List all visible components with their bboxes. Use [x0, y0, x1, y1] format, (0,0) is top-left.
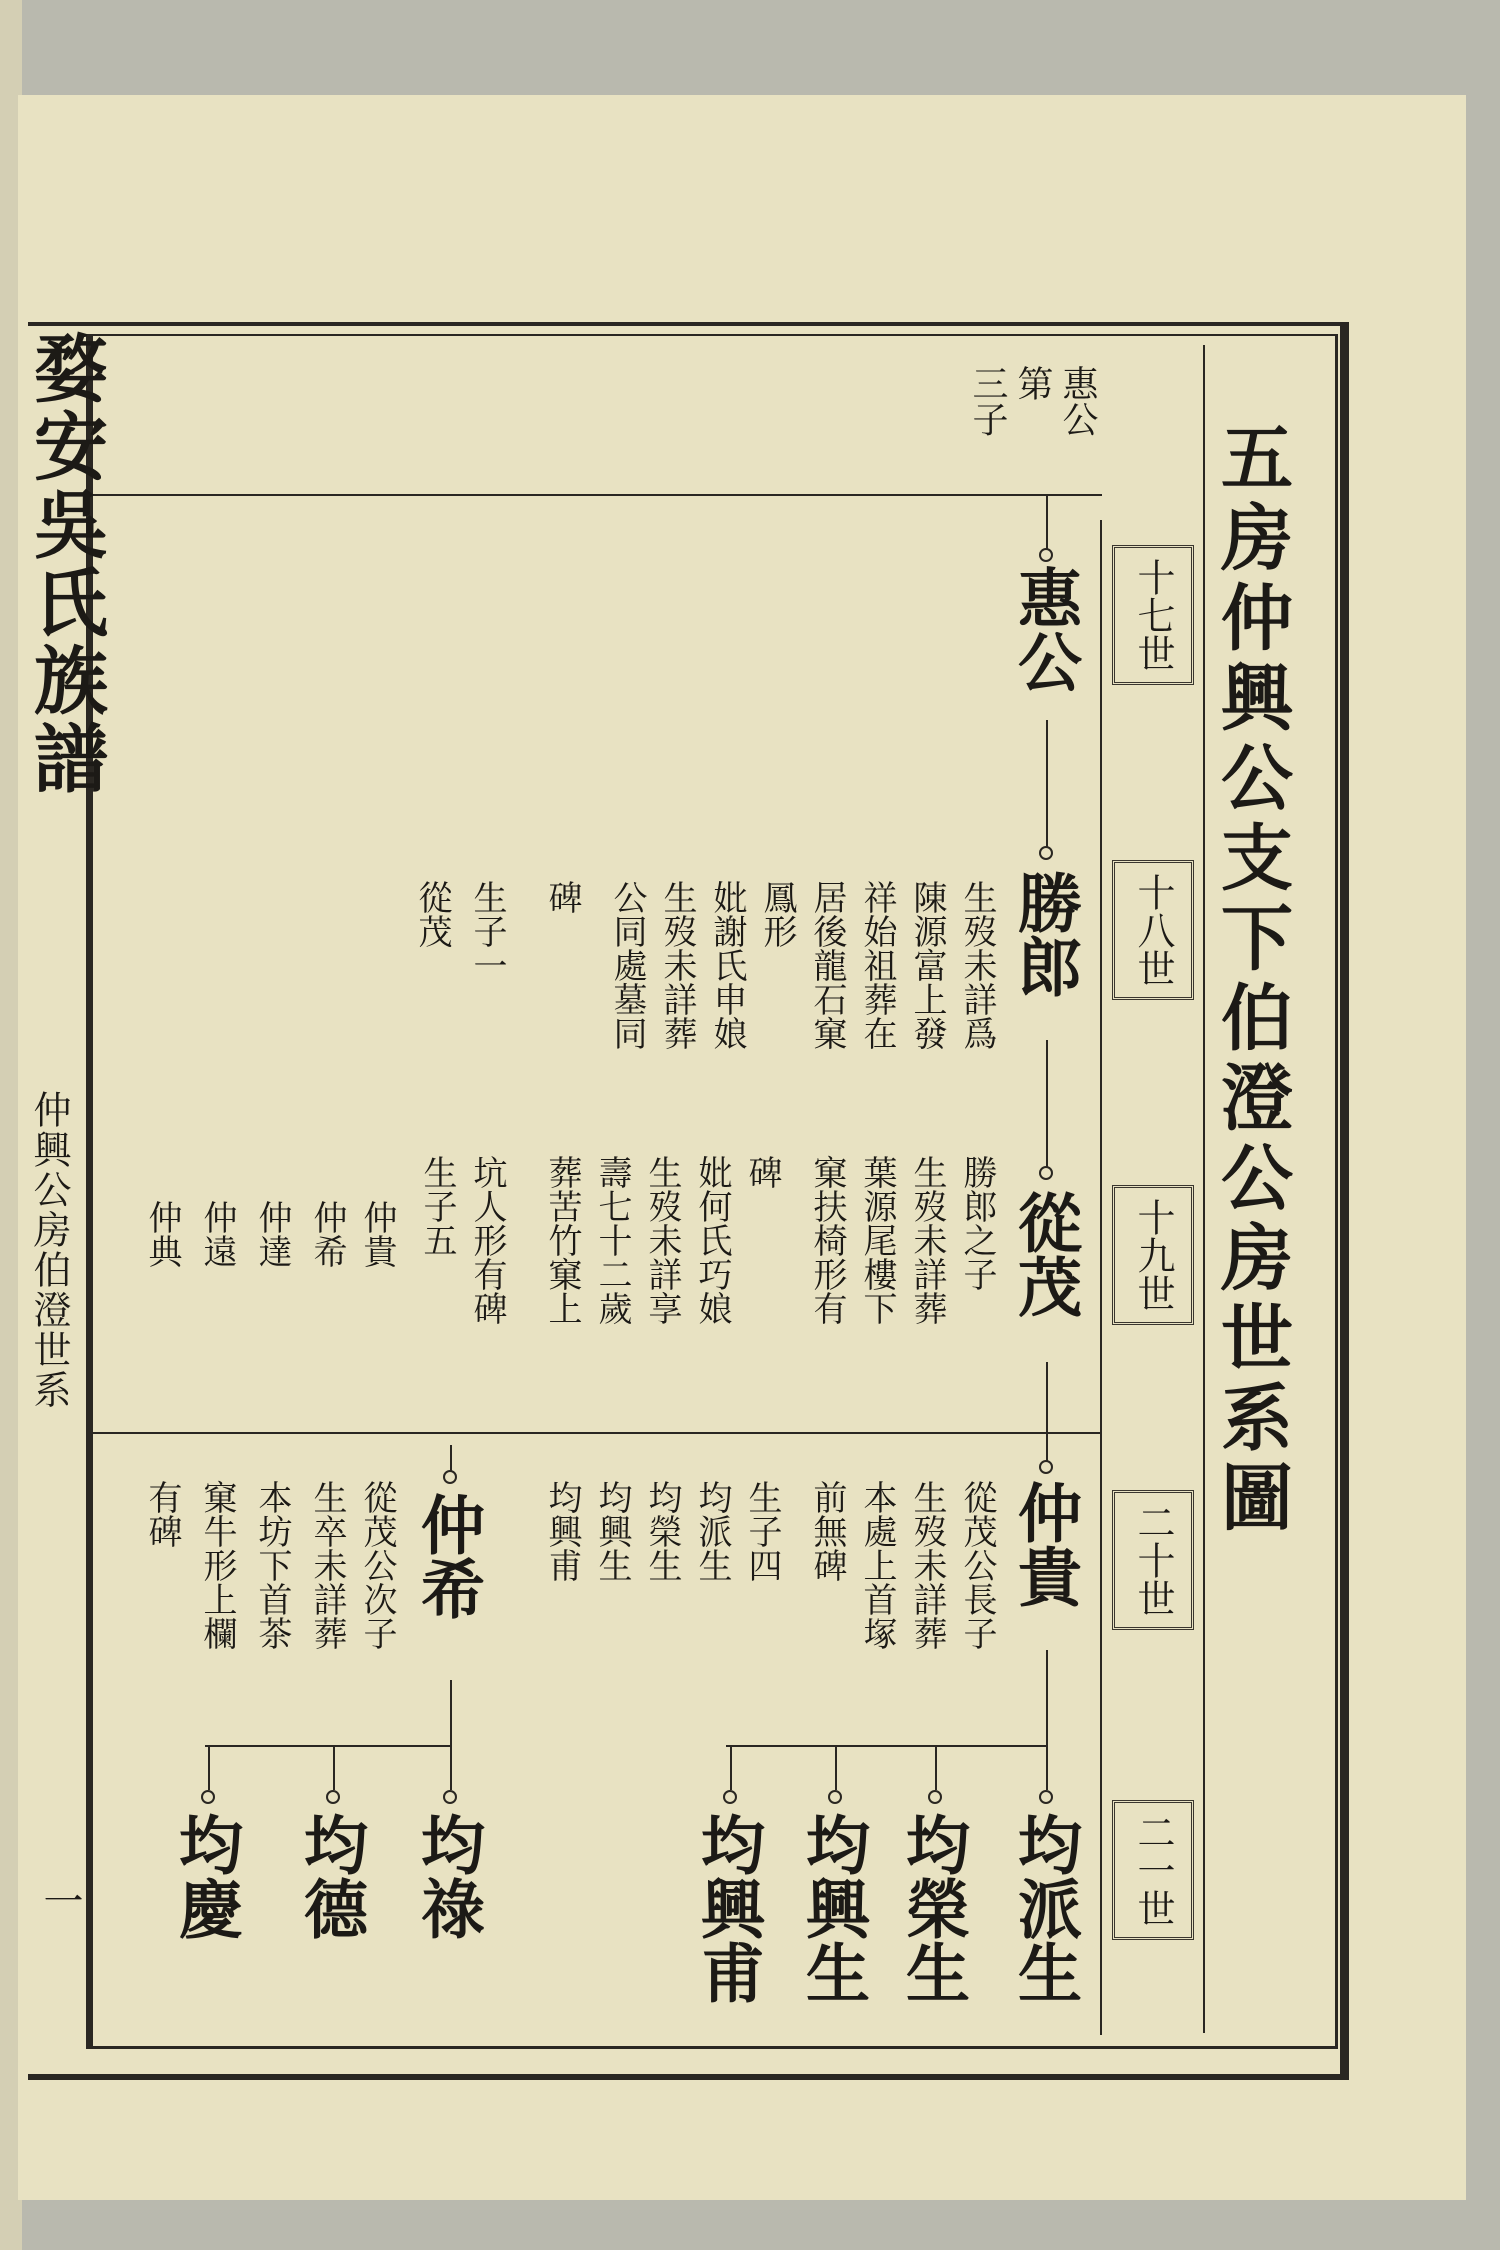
lineage-line — [450, 1680, 452, 1790]
note-cong-15: 仲典 — [142, 1200, 182, 1268]
lineage-line — [208, 1745, 210, 1790]
lineage-line — [730, 1745, 732, 1790]
lineage-line — [1046, 720, 1048, 850]
gen-label-18: 十八世 — [1112, 860, 1194, 1000]
page-number: 一 — [37, 1880, 83, 1920]
note-sheng-9: 生子一 — [467, 880, 507, 982]
lineage-line — [1046, 1650, 1048, 1790]
lineage-dot — [828, 1790, 842, 1804]
note-cong-13: 仲達 — [252, 1200, 292, 1268]
note-zxi-4: 有碑 — [142, 1480, 182, 1548]
middle-divider — [92, 1432, 1102, 1434]
note-cong-12: 仲希 — [307, 1200, 347, 1268]
lineage-line — [935, 1745, 937, 1790]
person-jxing2: 均興甫 — [690, 1812, 765, 2004]
generation-divider — [1100, 520, 1102, 2035]
note-cong-8: 葬苦竹窠上 — [542, 1155, 582, 1325]
note-sheng-10: 從茂 — [412, 880, 452, 948]
lineage-line — [333, 1745, 335, 1790]
note-zgui-4: 生子四 — [742, 1480, 782, 1582]
person-jde: 均德 — [293, 1812, 368, 1940]
person-jrong: 均榮生 — [895, 1812, 970, 2004]
lineage-dot — [443, 1790, 457, 1804]
note-cong-9: 坑人形有碑 — [467, 1155, 507, 1325]
note-sheng-3: 居後龍石窠 — [807, 880, 847, 1050]
person-jlu: 均祿 — [410, 1812, 485, 1940]
note-cong-5: 妣何氏巧娘 — [692, 1155, 732, 1325]
gen-label-17: 十七世 — [1112, 545, 1194, 685]
person-jqing: 均慶 — [168, 1812, 243, 1940]
person-cong: 從茂 — [1007, 1190, 1082, 1318]
person-zxi: 仲希 — [410, 1492, 485, 1620]
note-zgui-6: 均榮生 — [642, 1480, 682, 1582]
note-sheng-6: 生歿未詳葬 — [657, 880, 697, 1050]
lineage-line — [1046, 1040, 1048, 1170]
person-hui: 惠公 — [1007, 565, 1082, 693]
lineage-dot — [723, 1790, 737, 1804]
page-title: 五房仲興公支下伯澄公房世系圖 — [1209, 420, 1294, 1540]
note-zxi-0: 從茂公次子 — [357, 1480, 397, 1650]
lineage-line — [1046, 494, 1048, 554]
lineage-dot — [201, 1790, 215, 1804]
note-sheng-2: 祥始祖葬在 — [857, 880, 897, 1050]
note-sheng-5: 妣謝氏申娘 — [707, 880, 747, 1050]
lineage-dot — [1039, 1166, 1053, 1180]
lineage-dot — [1039, 846, 1053, 860]
note-cong-0: 勝郎之子 — [957, 1155, 997, 1291]
lineage-dot — [443, 1470, 457, 1484]
person-jyong: 均派生 — [1007, 1812, 1082, 2004]
lineage-dot — [1039, 1790, 1053, 1804]
note-cong-2: 葉源尾樓下 — [857, 1155, 897, 1325]
note-sheng-0: 生歿未詳爲 — [957, 880, 997, 1050]
lineage-line — [1046, 1362, 1048, 1462]
children-bar — [726, 1745, 1048, 1747]
person-jxing1: 均興生 — [795, 1812, 870, 2004]
note-cong-3: 窠扶椅形有 — [807, 1155, 847, 1325]
header-note-3: 三子 — [967, 365, 1008, 437]
header-divider — [92, 494, 1102, 496]
note-zxi-3: 窠牛形上欄 — [197, 1480, 237, 1650]
note-cong-7: 壽七十二歲 — [592, 1155, 632, 1325]
note-zgui-8: 均興甫 — [542, 1480, 582, 1582]
gen-label-20: 二十世 — [1112, 1490, 1194, 1630]
person-sheng: 勝郎 — [1007, 870, 1082, 998]
header-note-2: 第 — [1012, 365, 1053, 401]
header-note-1: 惠公 — [1057, 365, 1098, 437]
book-title: 婺安吳氏族譜 — [22, 330, 108, 798]
lineage-dot — [1039, 548, 1053, 562]
children-bar — [205, 1745, 452, 1747]
note-sheng-1: 陳源富上發 — [907, 880, 947, 1050]
note-sheng-7: 公同處墓同 — [607, 880, 647, 1050]
title-divider — [1203, 345, 1205, 2033]
gen-label-19: 十九世 — [1112, 1185, 1194, 1325]
note-sheng-8: 碑 — [542, 880, 582, 914]
note-cong-6: 生歿未詳享 — [642, 1155, 682, 1325]
note-zgui-0: 從茂公長子 — [957, 1480, 997, 1650]
lineage-dot — [326, 1790, 340, 1804]
lineage-dot — [1039, 1460, 1053, 1474]
person-zgui: 仲貴 — [1007, 1480, 1082, 1608]
note-cong-10: 生子五 — [417, 1155, 457, 1257]
note-zxi-1: 生卒未詳葬 — [307, 1480, 347, 1650]
lineage-line — [835, 1745, 837, 1790]
note-zxi-2: 本坊下首茶 — [252, 1480, 292, 1650]
note-cong-1: 生歿未詳葬 — [907, 1155, 947, 1325]
lineage-dot — [928, 1790, 942, 1804]
note-zgui-1: 生歿未詳葬 — [907, 1480, 947, 1650]
note-sheng-4: 鳳形 — [757, 880, 797, 948]
note-zgui-7: 均興生 — [592, 1480, 632, 1582]
note-zgui-2: 本處上首塚 — [857, 1480, 897, 1650]
note-cong-4: 碑 — [742, 1155, 782, 1189]
note-zgui-3: 前無碑 — [807, 1480, 847, 1582]
note-zgui-5: 均派生 — [692, 1480, 732, 1582]
note-cong-11: 仲貴 — [357, 1200, 397, 1268]
gen-label-21: 二一世 — [1112, 1800, 1194, 1940]
note-cong-14: 仲遠 — [197, 1200, 237, 1268]
section-title: 仲興公房伯澄世系 — [27, 1090, 71, 1410]
